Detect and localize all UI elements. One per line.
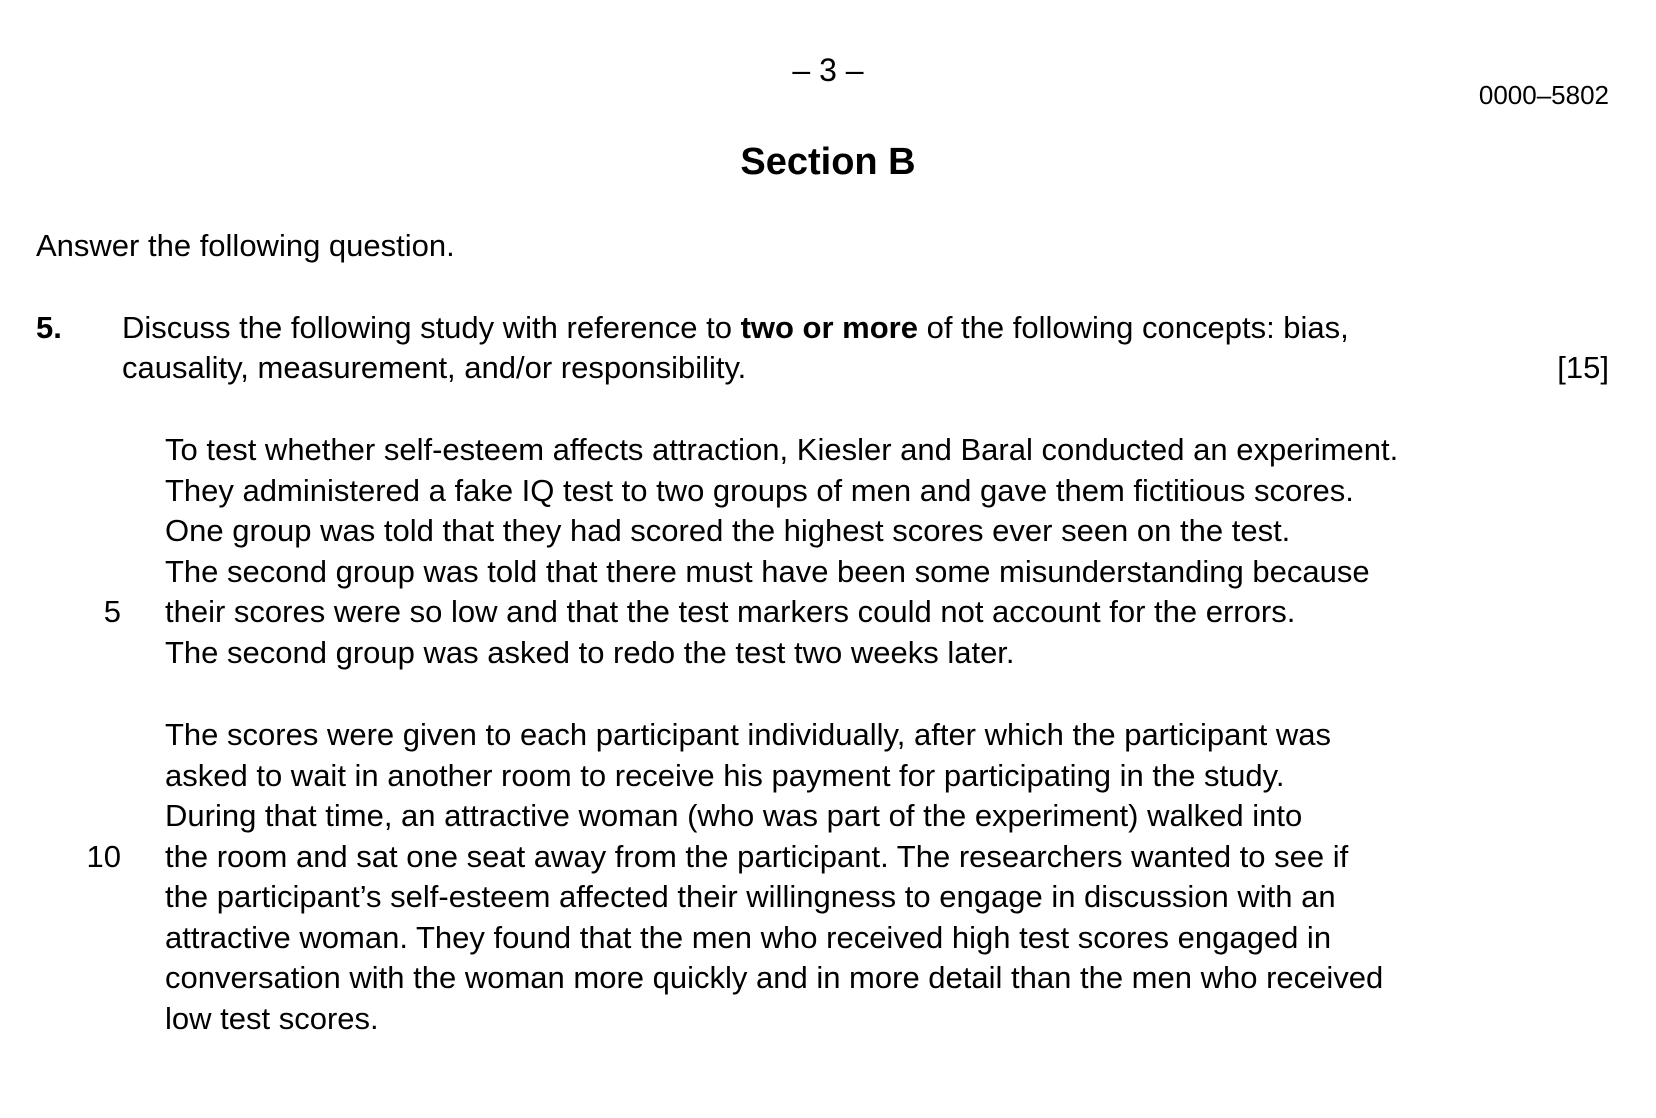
- line-text: their scores were so low and that the test markers could not account for the errors.: [165, 594, 1296, 629]
- passage-line: [165, 511, 1398, 552]
- line-text: To test whether self-esteem affects attraction, Kiesler and Baral conducted an experiment.: [165, 432, 1399, 467]
- line-text: low test scores.: [165, 1000, 379, 1036]
- passage-line: [165, 552, 1398, 593]
- line-text: The second group was asked to redo the test two weeks later.: [165, 634, 1015, 670]
- line-text: During that time, an attractive woman (who was part of the experiment) walked into: [165, 798, 1303, 833]
- question-prompt: [122, 308, 1502, 388]
- passage-line: [165, 633, 1398, 674]
- question-marks: [15]: [1557, 350, 1609, 385]
- question-prompt-line-2: causality, measurement, and/or responsibility.: [122, 350, 747, 385]
- passage-line: [165, 796, 1383, 837]
- passage-paragraph-2: [86, 715, 1384, 1039]
- line-text: asked to wait in another room to receive his payment for participating in the study.: [165, 757, 1285, 793]
- line-text: the room and sat one seat away from the participant. The researchers wanted to see if: [165, 838, 1349, 874]
- passage-paragraph-1: [103, 430, 1399, 673]
- line-text: The scores were given to each participant individually, after which the participant was: [165, 717, 1331, 752]
- prompt-text-before: Discuss the following study with reference to: [122, 310, 741, 345]
- line-number: 5: [103, 594, 121, 629]
- line-text: the participant’s self-esteem affected their willingness to engage in discussion with an: [165, 879, 1336, 914]
- question-prompt-line-1: [122, 308, 1502, 348]
- line-text: attractive woman. They found that the men who received high test scores engaged in: [165, 919, 1332, 955]
- instruction-text: Answer the following question.: [36, 228, 455, 263]
- section-title: Section B: [740, 141, 916, 183]
- line-text: conversation with the woman more quickly and in more detail than the men who received: [165, 960, 1384, 995]
- line-text: The second group was told that there must have been some misunderstanding because: [165, 553, 1370, 589]
- line-text: One group was told that they had scored the highest scores ever seen on the test.: [165, 513, 1291, 548]
- passage-line: [165, 918, 1383, 959]
- prompt-emphasis: two or more: [740, 310, 918, 345]
- passage-line: [165, 715, 1383, 756]
- passage-line: [165, 877, 1383, 918]
- question-number: 5.: [36, 310, 62, 345]
- document-code: 0000–5802: [1478, 80, 1609, 110]
- passage-line: [86, 837, 1383, 878]
- passage-line: [165, 999, 1383, 1040]
- passage-line: [165, 430, 1398, 471]
- line-text: They administered a fake IQ test to two groups of men and gave them fictitious scores.: [165, 472, 1354, 508]
- page-number: – 3 –: [792, 52, 864, 88]
- passage-line: [165, 756, 1383, 797]
- passage-line: [103, 592, 1398, 633]
- passage-line: [165, 958, 1383, 999]
- line-number: 10: [86, 838, 121, 874]
- passage-line: [165, 471, 1398, 512]
- prompt-text-after: of the following concepts: bias,: [917, 310, 1349, 345]
